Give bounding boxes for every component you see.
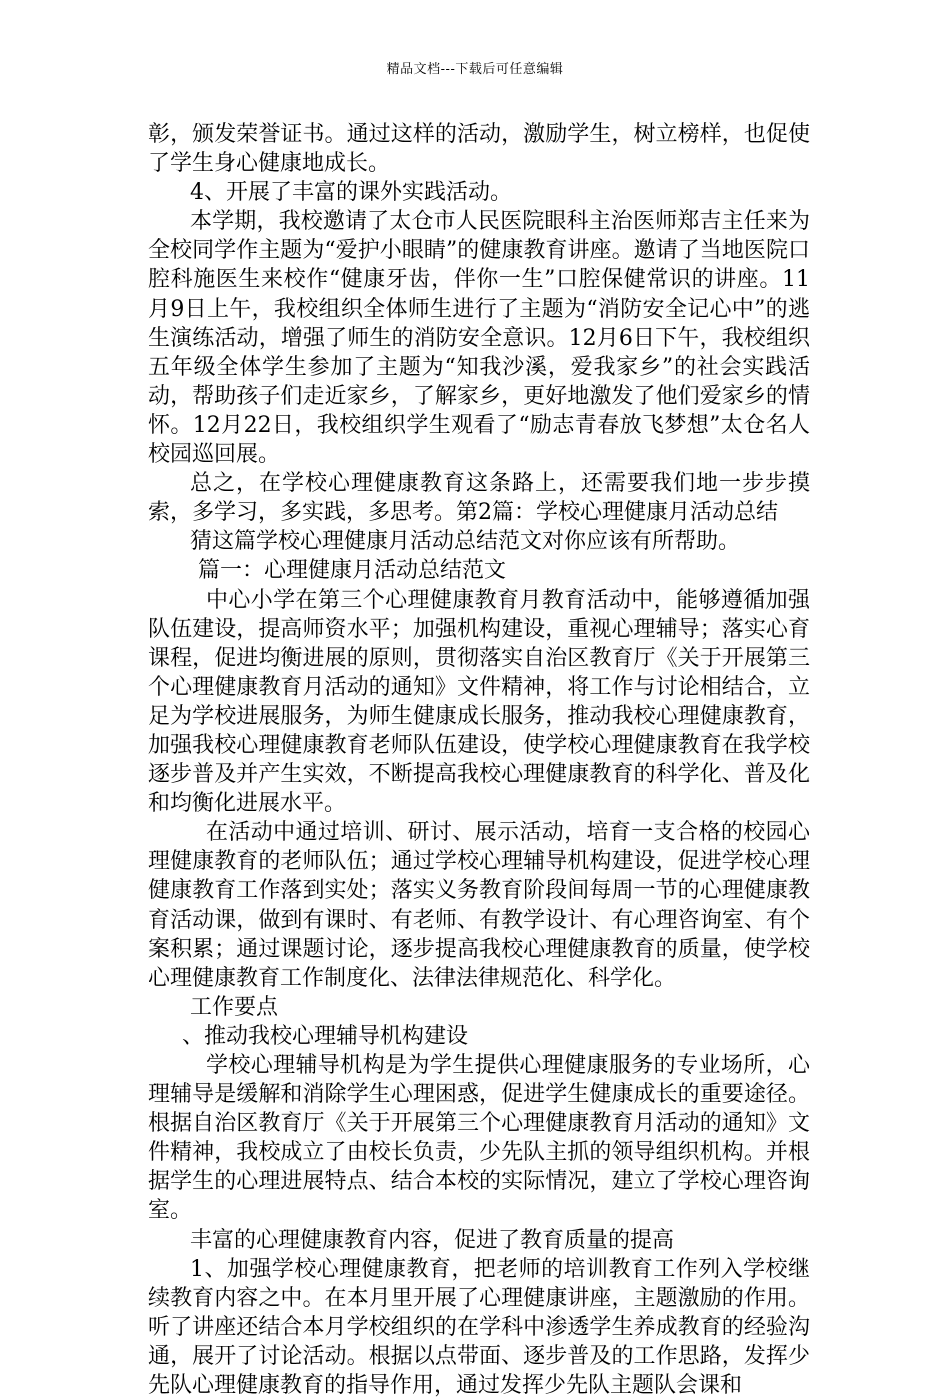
section-heading: 篇一：心理健康月活动总结范文 [198,558,507,584]
paragraph: 中心小学在第三个心理健康教育月教育活动中，能够遵循加强队伍建设，提高师资水平；加强机构建设，重视心理辅导；落实心育课程，促进均衡进展的原则，贯彻落实自治区教育厅《关于开展第三个心理健康教育月活动的通知》文件精神，将工作与讨论相结合，立足为学校进展服务，为师生健康成长服务，推动我校心理健康教育，加强我校心理健康教育老师队伍建设，使学校心理健康教育在我学校逐步普及并产生实效，不断提高我校心理健康教育的科学化、普及化和均衡化进展水平。 [148,587,810,817]
section-heading: 丰富的心理健康教育内容，促进了教育质量的提高 [190,1227,675,1253]
paragraph: 总之，在学校心理健康教育这条路上，还需要我们地一步步摸索，多学习，多实践，多思考。第2篇：学校心理健康月活动总结 [148,471,810,526]
paragraph: 1、加强学校心理健康教育，把老师的培训教育工作列入学校继续教育内容之中。在本月里开展了心理健康讲座，主题激励的作用。听了讲座还结合本月学校组织的在学科中渗透学生养成教育的经验沟通，展开了讨论活动。根据以点带面、逐步普及的工作思路，发挥少先队心理健康教育的指导作用，通过发挥少先队主题队会课和 [148,1256,810,1399]
paragraph: 在活动中通过培训、研讨、展示活动，培育一支合格的校园心理健康教育的老师队伍；通过学校心理辅导机构建设，促进学校心理健康教育工作落到实处；落实义务教育阶段间每周一节的心理健康教育活动课，做到有课时、有老师、有教学设计、有心理咨询室、有个案积累；通过课题讨论，逐步提高我校心理健康教育的质量，使学校心理健康教育工作制度化、法律法律规范化、科学化。 [148,820,810,991]
paragraph: 猜这篇学校心理健康月活动总结范文对你应该有所帮助。 [190,529,741,555]
paragraph: 4、开展了丰富的课外实践活动。 [190,180,512,206]
paragraph: 学校心理辅导机构是为学生提供心理健康服务的专业场所，心理辅导是缓解和消除学生心理困惑，促进学生健康成长的重要途径。根据自治区教育厅《关于开展第三个心理健康教育月活动的通知》文件精神，我校成立了由校长负责，少先队主抓的领导组织机构。并根据学生的心理进展特点、结合本校的实际情况，建立了学校心理咨询室。 [148,1053,810,1224]
page-header: 精品文档---下载后可任意编辑 [386,62,564,77]
section-heading: 、推动我校心理辅导机构建设 [182,1023,469,1049]
document-body [148,120,810,1400]
paragraph: 本学期，我校邀请了太仓市人民医院眼科主治医师郑吉主任来为全校同学作主题为“爱护小眼睛”的健康教育讲座。邀请了当地医院口腔科施医生来校作“健康牙齿，伴你一生”口腔保健常识的讲座。11月9日上午，我校组织全体师生进行了主题为“消防安全记心中”的逃生演练活动，增强了师生的消防安全意识。12月6日下午，我校组织五年级全体学生参加了主题为“知我沙溪，爱我家乡”的社会实践活动，帮助孩子们走近家乡，了解家乡，更好地激发了他们爱家乡的情怀。12月22日，我校组织学生观看了“励志青春放飞梦想”太仓名人校园巡回展。 [148,209,810,468]
section-heading: 工作要点 [190,994,279,1020]
paragraph: 彰，颁发荣誉证书。通过这样的活动，激励学生，树立榜样，也促使了学生身心健康地成长。 [148,122,810,177]
